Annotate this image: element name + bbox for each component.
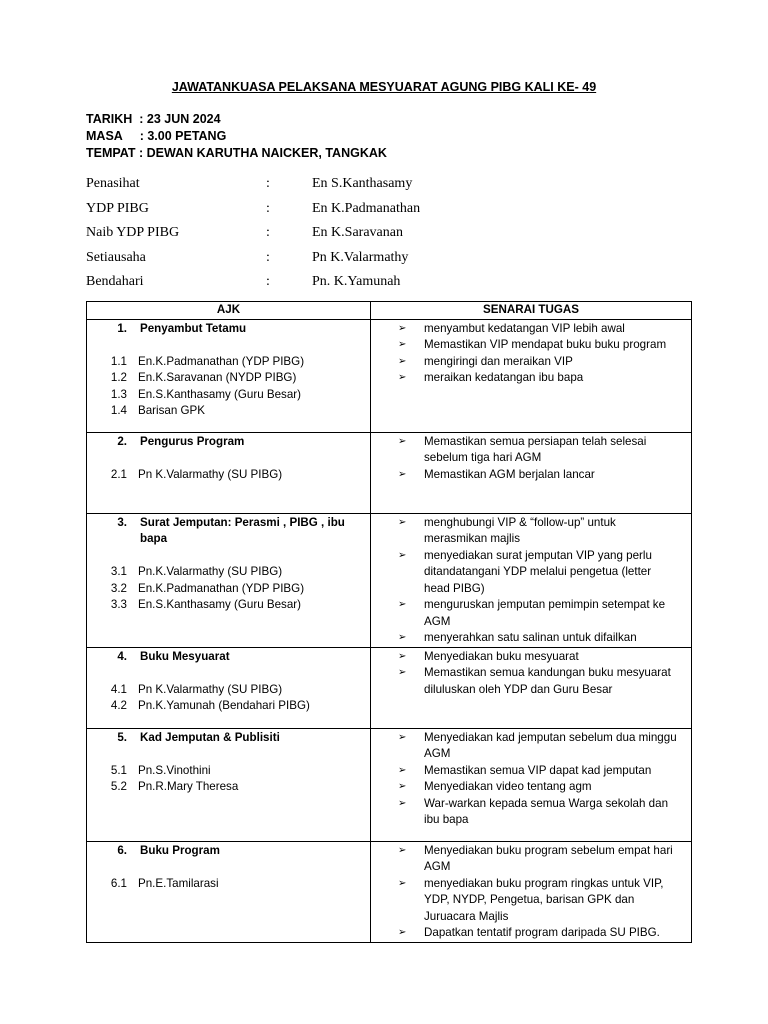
- task-item: [371, 467, 691, 484]
- arrow-bullet-icon: ➢: [398, 764, 407, 776]
- member-name: Pn.K.Yamunah (Bendahari PIBG): [138, 699, 310, 712]
- meta-time-label: MASA: [86, 129, 123, 143]
- officer-colon: :: [266, 249, 270, 265]
- table-row: [87, 319, 692, 432]
- member-name: Pn.E.Tamilarasi: [138, 876, 219, 890]
- task-text: Memastikan AGM berjalan lancar: [424, 467, 595, 481]
- member-number: 3.3: [110, 598, 127, 611]
- tasks-cell: [371, 319, 692, 432]
- section-number: 4.: [117, 649, 127, 663]
- member-number: 1.3: [110, 387, 127, 401]
- header-ajk: AJK: [87, 302, 371, 320]
- section-heading: [87, 515, 370, 548]
- officer-name: En S.Kanthasamy: [312, 176, 413, 191]
- arrow-bullet-icon: ➢: [398, 927, 407, 938]
- ajk-cell: [87, 513, 371, 647]
- officer-colon: :: [266, 176, 270, 191]
- ajk-cell: [87, 647, 371, 728]
- task-text: Menyediakan buku mesyuarat: [424, 649, 579, 663]
- task-text: Menyediakan buku program sebelum empat hari AGM: [424, 843, 673, 873]
- member-name: En.K.Padmanathan (YDP PIBG): [138, 354, 305, 368]
- meta-time: [86, 128, 226, 144]
- ajk-cell: [87, 728, 371, 841]
- meta-date-label: TARIKH: [86, 112, 133, 126]
- task-text: Menyediakan video tentang agm: [424, 780, 592, 793]
- section-number: 6.: [117, 843, 127, 857]
- section-heading: [87, 434, 370, 451]
- task-item: [371, 548, 691, 598]
- member-item: [87, 403, 370, 420]
- member-name: Pn.K.Valarmathy (SU PIBG): [138, 565, 283, 578]
- task-list: [371, 515, 691, 647]
- ajk-cell: [87, 841, 371, 942]
- ajk-cell: [87, 432, 371, 513]
- task-item: [371, 876, 691, 926]
- member-number: 3.1: [110, 565, 127, 578]
- section-heading: [87, 730, 370, 747]
- committee-table: [86, 301, 692, 943]
- member-name: Pn.S.Vinothini: [138, 763, 211, 777]
- officer-colon: :: [266, 225, 270, 240]
- section-number: 1.: [117, 321, 127, 335]
- tasks-cell: [371, 647, 692, 728]
- task-text: Dapatkan tentatif program daripada SU PIBG.: [424, 926, 660, 939]
- officer-role: YDP PIBG: [86, 200, 149, 216]
- task-text: menguruskan jemputan pemimpin setempat ke AGM: [424, 598, 666, 628]
- table-row: [87, 513, 692, 647]
- task-list: [371, 730, 691, 829]
- officer-role: Penasihat: [86, 176, 140, 191]
- section-title: Pengurus Program: [140, 434, 245, 448]
- table-header-row: [87, 302, 692, 320]
- member-name: En.K.Saravanan (NYDP PIBG): [138, 371, 297, 384]
- tasks-cell: [371, 513, 692, 647]
- arrow-bullet-icon: ➢: [398, 355, 407, 367]
- arrow-bullet-icon: ➢: [398, 844, 407, 856]
- officer-role: Bendahari: [86, 274, 144, 289]
- task-text: Memastikan semua kandungan buku mesyuarat diluluskan oleh YDP dan Guru Besar: [424, 666, 671, 696]
- section-title: Penyambut Tetamu: [140, 321, 247, 335]
- section-heading: [87, 649, 370, 666]
- task-item: [371, 925, 691, 942]
- task-item: [371, 321, 691, 338]
- task-item: [371, 665, 691, 698]
- member-item: [87, 581, 370, 598]
- member-item: [87, 682, 370, 699]
- member-name: En.K.Padmanathan (YDP PIBG): [138, 581, 305, 595]
- task-item: [371, 434, 691, 467]
- member-number: 5.1: [110, 763, 127, 777]
- arrow-bullet-icon: ➢: [398, 435, 407, 447]
- member-name: Pn K.Valarmathy (SU PIBG): [138, 467, 283, 481]
- task-list: [371, 321, 691, 387]
- table-row: [87, 728, 692, 841]
- tasks-cell: [371, 841, 692, 942]
- task-item: [371, 843, 691, 876]
- arrow-bullet-icon: ➢: [398, 650, 407, 662]
- task-item: [371, 515, 691, 548]
- table-row: [87, 841, 692, 942]
- task-item: [371, 354, 691, 371]
- task-text: mengiringi dan meraikan VIP: [424, 354, 573, 368]
- task-item: [371, 370, 691, 387]
- task-item: [371, 779, 691, 796]
- member-number: 4.2: [110, 699, 127, 712]
- task-text: menyerahkan satu salinan untuk difailkan: [424, 631, 637, 644]
- member-number: 2.1: [110, 467, 127, 481]
- task-list: [371, 434, 691, 484]
- arrow-bullet-icon: ➢: [398, 632, 407, 643]
- header-tasks: SENARAI TUGAS: [371, 302, 692, 320]
- section-title: Surat Jemputan: Perasmi , PIBG , ibu bapa: [140, 515, 345, 545]
- arrow-bullet-icon: ➢: [398, 468, 407, 480]
- task-item: [371, 730, 691, 763]
- task-text: menyediakan surat jemputan VIP yang perlu ditandatangani YDP melalui pengetua (letter head PIBG): [424, 548, 652, 595]
- section-heading: [87, 321, 370, 338]
- arrow-bullet-icon: ➢: [398, 599, 407, 610]
- task-text: Memastikan semua persiapan telah selesai sebelum tiga hari AGM: [424, 434, 647, 464]
- arrow-bullet-icon: ➢: [398, 549, 407, 561]
- task-text: menyambut kedatangan VIP lebih awal: [424, 321, 625, 335]
- document-title: JAWATANKUASA PELAKSANA MESYUARAT AGUNG PIBG KALI KE- 49: [171, 80, 597, 94]
- member-name: En.S.Kanthasamy (Guru Besar): [138, 598, 302, 611]
- member-item: [87, 387, 370, 404]
- officer-role: Naib YDP PIBG: [86, 225, 180, 240]
- member-item: [87, 467, 370, 484]
- meta-time-sep: :: [122, 129, 148, 143]
- task-item: [371, 649, 691, 666]
- task-text: Menyediakan kad jemputan sebelum dua minggu AGM: [424, 730, 677, 760]
- meta-date-sep: :: [132, 112, 147, 126]
- member-name: Barisan GPK: [138, 404, 206, 417]
- member-item: [87, 597, 370, 614]
- task-text: menyediakan buku program ringkas untuk VIP, YDP, NYDP, Pengetua, barisan GPK dan Juruacara Majlis: [424, 876, 664, 923]
- table-row: [87, 432, 692, 513]
- meta-venue-sep: :: [135, 146, 147, 160]
- member-item: [87, 354, 370, 371]
- section-title: Buku Mesyuarat: [140, 649, 230, 663]
- meta-venue-value: DEWAN KARUTHA NAICKER, TANGKAK: [146, 146, 387, 160]
- task-item: [371, 597, 691, 630]
- officer-colon: :: [266, 274, 270, 289]
- task-item: [371, 796, 691, 829]
- member-number: 6.1: [110, 876, 127, 890]
- member-item: [87, 370, 370, 387]
- officer-role: Setiausaha: [86, 249, 146, 265]
- member-item: [87, 698, 370, 715]
- member-number: 3.2: [110, 581, 127, 595]
- section-heading: [87, 843, 370, 860]
- member-item: [87, 763, 370, 780]
- task-item: [371, 630, 691, 647]
- arrow-bullet-icon: ➢: [398, 731, 407, 743]
- member-item: [87, 876, 370, 893]
- meta-date-value: 23 JUN 2024: [146, 112, 221, 126]
- task-item: [371, 763, 691, 780]
- officer-colon: :: [266, 200, 270, 216]
- arrow-bullet-icon: ➢: [398, 516, 407, 528]
- arrow-bullet-icon: ➢: [398, 322, 407, 334]
- task-text: War-warkan kepada semua Warga sekolah dan ibu bapa: [424, 796, 669, 826]
- task-text: meraikan kedatangan ibu bapa: [424, 371, 584, 384]
- tasks-cell: [371, 728, 692, 841]
- officer-name: En K.Saravanan: [312, 225, 403, 240]
- arrow-bullet-icon: ➢: [398, 372, 407, 383]
- arrow-bullet-icon: ➢: [398, 781, 407, 792]
- task-item: [371, 337, 691, 354]
- arrow-bullet-icon: ➢: [398, 339, 407, 350]
- officer-name: En K.Padmanathan: [312, 200, 421, 216]
- meta-venue: [86, 145, 387, 161]
- task-list: [371, 649, 691, 699]
- table-row: [87, 647, 692, 728]
- member-name: Pn K.Valarmathy (SU PIBG): [138, 682, 283, 696]
- task-text: menghubungi VIP & “follow-up” untuk merasmikan majlis: [424, 515, 616, 545]
- tasks-cell: [371, 432, 692, 513]
- meta-time-value: 3.00 PETANG: [147, 129, 227, 143]
- section-number: 2.: [117, 434, 127, 448]
- meta-venue-label: TEMPAT: [86, 146, 136, 160]
- ajk-cell: [87, 319, 371, 432]
- officer-name: Pn. K.Yamunah: [312, 274, 401, 289]
- member-number: 4.1: [110, 682, 127, 696]
- section-number: 5.: [117, 730, 127, 744]
- member-number: 1.4: [110, 404, 127, 417]
- task-text: Memastikan VIP mendapat buku buku program: [424, 338, 667, 351]
- meta-date: [86, 111, 221, 127]
- task-list: [371, 843, 691, 942]
- member-name: Pn.R.Mary Theresa: [138, 780, 239, 793]
- section-number: 3.: [117, 515, 127, 529]
- officer-name: Pn K.Valarmathy: [312, 249, 409, 265]
- arrow-bullet-icon: ➢: [398, 877, 407, 889]
- member-number: 1.2: [110, 371, 127, 384]
- member-item: [87, 564, 370, 581]
- member-number: 5.2: [110, 780, 127, 793]
- section-title: Kad Jemputan & Publisiti: [140, 730, 280, 744]
- arrow-bullet-icon: ➢: [398, 797, 407, 809]
- member-number: 1.1: [110, 354, 127, 368]
- section-title: Buku Program: [140, 843, 220, 857]
- member-name: En.S.Kanthasamy (Guru Besar): [138, 387, 302, 401]
- task-text: Memastikan semua VIP dapat kad jemputan: [424, 763, 652, 777]
- arrow-bullet-icon: ➢: [398, 667, 407, 678]
- member-item: [87, 779, 370, 796]
